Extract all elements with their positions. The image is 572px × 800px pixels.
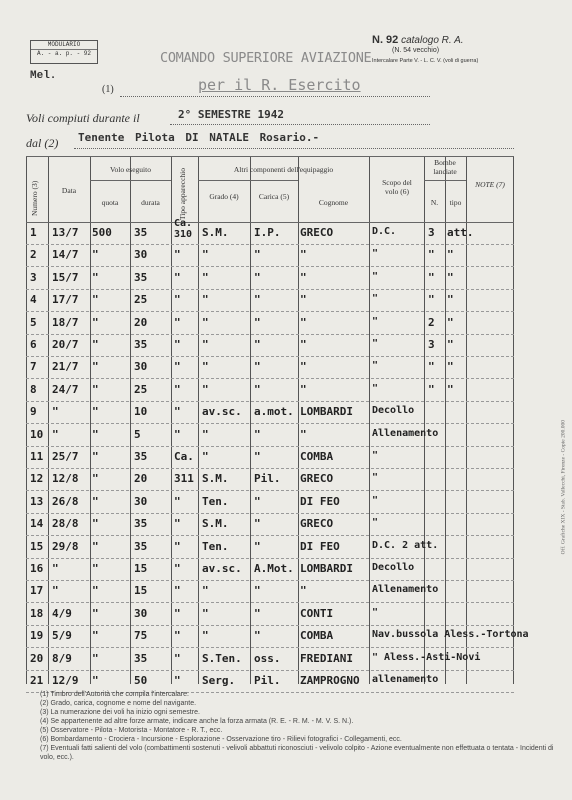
cell-quota: " (92, 562, 99, 575)
cell-cognome: ZAMPROGNO (300, 674, 360, 687)
cell-cognome: " (300, 270, 307, 284)
cell-carica: " (254, 293, 261, 307)
mel-label: Mel. (30, 70, 57, 82)
cell-grado: " (202, 315, 209, 329)
cell-durata: 35 (134, 539, 148, 553)
cell-data: 4/9 (52, 606, 72, 620)
cell-tipo: " (174, 293, 181, 307)
modulario-box (30, 40, 98, 64)
cell-carica: " (254, 450, 261, 463)
cell-data: 5/9 (52, 629, 72, 643)
cell-tipo: " (174, 606, 181, 620)
cell-n: 9 (30, 405, 37, 419)
col-data: Data (61, 186, 77, 195)
cell-carica: " (254, 248, 261, 262)
cell-durata: 50 (134, 674, 148, 687)
col-bombe-n: N. (430, 198, 439, 207)
footnote: (7) Eventuali fatti salienti del volo (combattimenti sostenuti - velivoli abbattuti riconosciuti - velivolo colpito - Azione eventualmente non effettuata o tentata - Incidenti di volo, ecc.). (40, 745, 554, 761)
cell-grado: Ten. (202, 494, 229, 508)
col-grado: Grado (4) (209, 192, 239, 201)
cell-scopo: Allenamento (372, 584, 439, 596)
dal-label: dal (2) (26, 136, 59, 150)
dotted-line (74, 148, 514, 149)
cell-quota: " (92, 517, 99, 531)
cell-cognome: " (300, 427, 307, 441)
cell-n: 7 (30, 360, 37, 374)
cell-scopo: " (372, 450, 379, 461)
cell-quota: " (92, 606, 99, 620)
cell-quota: " (92, 539, 99, 553)
cell-tipo: Ca. (174, 450, 194, 463)
cell-grado: " (202, 338, 209, 351)
table-row (26, 401, 514, 425)
cell-data: " (52, 405, 59, 419)
cell-durata: 20 (134, 472, 148, 486)
cell-grado: av.sc. (202, 405, 242, 419)
cell-quota: " (92, 427, 99, 441)
cell-grado: S.M. (202, 226, 229, 239)
cell-scopo: " (372, 338, 379, 349)
cell-cognome: " (300, 315, 307, 329)
cell-cognome: LOMBARDI (300, 562, 353, 575)
cell-tipo: " (174, 674, 181, 687)
cell-durata: 30 (134, 360, 148, 374)
cell-cognome: " (300, 360, 307, 374)
cell-tipo: 311 (174, 472, 194, 486)
cell-tipo: " (174, 427, 181, 441)
cell-durata: 35 (134, 517, 148, 531)
table-row (26, 625, 529, 649)
cell-grado: " (202, 360, 209, 374)
table-row (26, 289, 514, 313)
cell-scopo: Decollo (372, 562, 415, 573)
cell-durata: 5 (134, 427, 141, 441)
cell-data: 13/7 (52, 226, 79, 239)
cell-carica: " (254, 584, 261, 598)
cell-scopo: allenamento (372, 674, 439, 685)
voli-value: 2° SEMESTRE 1942 (178, 108, 284, 121)
footnote: (6) Bombardamento - Crociera - Incursione - Esplorazione - Osservazione tiro - Rilievi fotografici - Collegamenti, ecc. (40, 736, 402, 743)
col-quota: quota (101, 198, 119, 207)
cell-carica: I.P. (254, 226, 281, 239)
cell-durata: 20 (134, 315, 148, 329)
table-row (26, 218, 514, 246)
cell-n: 4 (30, 293, 37, 307)
cell-scopo: Decollo (372, 405, 415, 417)
cell-bt: " (447, 382, 454, 396)
cell-scopo: " (372, 494, 379, 506)
cell-data: 18/7 (52, 315, 79, 329)
table-row (26, 244, 514, 268)
cell-bn: " (428, 248, 435, 262)
cell-cognome: LOMBARDI (300, 405, 353, 419)
cell-carica: " (254, 427, 261, 441)
cell-carica: " (254, 517, 261, 531)
cell-n: 11 (30, 450, 44, 463)
cell-scopo: " (372, 248, 379, 260)
table-row (26, 312, 514, 336)
cell-durata: 35 (134, 450, 148, 463)
cell-scopo: " (372, 360, 379, 372)
table-row (26, 424, 514, 448)
cell-bt: " (447, 248, 454, 262)
dal-value: Tenente Pilota DI NATALE Rosario.- (78, 131, 320, 144)
cell-durata: 35 (134, 270, 148, 284)
cell-data: " (52, 427, 59, 441)
cell-n: 16 (30, 562, 44, 575)
cell-grado: S.M. (202, 472, 229, 486)
cell-scopo: " (372, 517, 379, 529)
cell-bn: 3 (428, 226, 435, 239)
cell-cognome: " (300, 382, 307, 396)
cell-data: 26/8 (52, 494, 79, 508)
cell-data: 21/7 (52, 360, 79, 374)
cell-grado: Ten. (202, 539, 229, 553)
cell-data: 14/7 (52, 248, 79, 262)
cell-carica: " (254, 539, 261, 553)
col-bombe: Bombe lanciate (433, 158, 457, 176)
footnotes (40, 690, 560, 762)
cell-bn: " (428, 293, 435, 307)
col-numero: Numero (3) (30, 180, 39, 216)
cell-n: 10 (30, 427, 44, 441)
cell-quota: " (92, 494, 99, 508)
cell-carica: " (254, 338, 261, 351)
cell-carica: " (254, 360, 261, 374)
cell-carica: " (254, 382, 261, 396)
footnote: (3) La numerazione dei voli ha inizio ogni semestre. (40, 709, 200, 716)
cell-n: 6 (30, 338, 37, 351)
col-bombe-tipo: tipo (449, 198, 462, 207)
cell-data: 25/7 (52, 450, 79, 463)
cell-quota: " (92, 584, 99, 598)
footnote: (4) Se appartenente ad altre forze armate, indicare anche la forza armata (R. E. - R. M. - M. V. S. N.). (40, 718, 354, 725)
cell-n: 19 (30, 629, 44, 643)
cell-grado: " (202, 293, 209, 307)
catalog-old: (N. 54 vecchio) (392, 47, 440, 54)
cell-cognome: GRECO (300, 226, 334, 239)
cell-quota: " (92, 472, 99, 486)
cell-scopo: Nav.bussola Aless.-Tortona (372, 629, 529, 641)
stamp-comando: COMANDO SUPERIORE AVIAZIONE (160, 50, 372, 66)
cell-durata: 35 (134, 338, 148, 351)
catalog-label: catalogo R. A. (401, 35, 464, 46)
col-durata: durata (141, 198, 160, 207)
cell-cognome: COMBA (300, 629, 334, 643)
table-row (26, 446, 514, 470)
table-row (26, 334, 514, 358)
col-tipo: Tipo apparecchio (178, 167, 187, 220)
cell-carica: " (254, 494, 261, 508)
cell-data: 28/8 (52, 517, 79, 531)
cell-tipo: " (174, 494, 181, 508)
catalog-header (372, 36, 478, 66)
cell-durata: 10 (134, 405, 148, 419)
dotted-line (120, 96, 430, 97)
cell-tipo: " (174, 382, 181, 396)
flight-log-table (26, 156, 529, 687)
cell-carica: Pil. (254, 674, 281, 687)
cell-carica: " (254, 629, 261, 643)
table-row (26, 267, 514, 291)
cell-bt: " (447, 338, 454, 351)
cell-bn: 3 (428, 338, 435, 351)
modulario-label: MODULARIO (31, 41, 97, 50)
cell-n: 1 (30, 226, 37, 239)
cell-grado: " (202, 248, 209, 262)
cell-quota: " (92, 405, 99, 419)
table-row (26, 356, 514, 380)
cell-carica: A.Mot. (254, 562, 294, 575)
cell-scopo: Allenamento (372, 427, 439, 439)
cell-data: " (52, 562, 59, 575)
catalog-number: N. 92 (372, 34, 399, 46)
cell-tipo: " (174, 562, 181, 575)
cell-n: 2 (30, 248, 37, 262)
cell-tipo: " (174, 584, 181, 598)
cell-carica: " (254, 270, 261, 284)
table-row (26, 580, 514, 604)
table-row (26, 558, 514, 582)
cell-data: 12/9 (52, 674, 79, 687)
cell-n: 17 (30, 584, 44, 598)
stamp-esercito: per il R. Esercito (198, 76, 361, 94)
cell-tipo: " (174, 360, 181, 374)
cell-durata: 15 (134, 584, 148, 598)
cell-cognome: " (300, 248, 307, 262)
note-1-marker: (1) (102, 84, 114, 95)
cell-durata: 30 (134, 248, 148, 262)
cell-bn: " (428, 360, 435, 374)
cell-cognome: GRECO (300, 472, 334, 486)
cell-durata: 25 (134, 293, 148, 307)
cell-tipo: " (174, 405, 181, 419)
cell-bt: " (447, 315, 454, 329)
cell-n: 14 (30, 517, 44, 531)
cell-quota: " (92, 315, 99, 329)
cell-grado: " (202, 382, 209, 396)
cell-scopo: " (372, 472, 379, 484)
cell-cognome: " (300, 293, 307, 307)
cell-n: 15 (30, 539, 44, 553)
cell-cognome: CONTI (300, 606, 334, 620)
cell-cognome: COMBA (300, 450, 334, 463)
cell-data: 15/7 (52, 270, 79, 284)
cell-grado: " (202, 606, 209, 620)
cell-quota: " (92, 674, 99, 687)
cell-quota: " (92, 248, 99, 262)
cell-scopo: " (372, 382, 379, 394)
cell-durata: 30 (134, 494, 148, 508)
cell-durata: 15 (134, 562, 148, 575)
cell-tipo: " (174, 629, 181, 643)
cell-bt: " (447, 270, 454, 284)
cell-cognome: " (300, 338, 307, 351)
cell-cognome: GRECO (300, 517, 334, 531)
cell-tipo: " (174, 270, 181, 284)
cell-quota: " (92, 629, 99, 643)
cell-durata: 25 (134, 382, 148, 396)
cell-carica: oss. (254, 651, 281, 665)
cell-durata: 30 (134, 606, 148, 620)
cell-cognome: FREDIANI (300, 651, 353, 665)
cell-data: 12/8 (52, 472, 79, 486)
table-row (26, 491, 514, 515)
cell-grado: S.Ten. (202, 651, 242, 665)
cell-quota: " (92, 293, 99, 307)
cell-scopo: " Aless.-Asti-Novi (372, 651, 481, 663)
cell-tipo: " (174, 338, 181, 351)
cell-grado: " (202, 629, 209, 643)
cell-cognome: DI FEO (300, 539, 340, 553)
cell-scopo: " (372, 315, 379, 327)
footnote: (1) Timbro dell'Autorità che compila l'intercalare. (40, 691, 189, 698)
cell-grado: av.sc. (202, 562, 242, 575)
cell-carica: " (254, 606, 261, 620)
cell-data: 20/7 (52, 338, 79, 351)
cell-tipo: " (174, 539, 181, 553)
cell-quota: " (92, 360, 99, 374)
cell-scopo: D.C. (372, 226, 397, 237)
cell-grado: " (202, 427, 209, 441)
cell-durata: 75 (134, 629, 148, 643)
col-cognome: Cognome (318, 198, 349, 207)
cell-scopo: " (372, 606, 379, 618)
table-row (26, 513, 514, 537)
table-row (26, 468, 514, 492)
voli-label: Voli compiuti durante il (26, 111, 140, 125)
cell-bn: " (428, 270, 435, 284)
col-altri: Altri componenti dell'equipaggio (233, 165, 334, 174)
cell-n: 18 (30, 606, 44, 620)
cell-tipo: " (174, 651, 181, 665)
cell-grado: " (202, 270, 209, 284)
cell-durata: 35 (134, 651, 148, 665)
cell-tipo: " (174, 315, 181, 329)
cell-carica: a.mot. (254, 405, 294, 419)
cell-quota: " (92, 382, 99, 396)
cell-carica: Pil. (254, 472, 281, 486)
cell-data: 8/9 (52, 651, 72, 665)
cell-data: 29/8 (52, 539, 79, 553)
cell-durata: 35 (134, 226, 148, 239)
col-note: NOTE (7) (475, 180, 505, 189)
cell-n: 12 (30, 472, 44, 486)
cell-quota: " (92, 338, 99, 351)
table-row (26, 648, 514, 672)
cell-n: 20 (30, 651, 44, 665)
cell-n: 21 (30, 674, 44, 687)
side-print: Off. Grafiche XIX - Stab. Vallecchi, Firenze - Copie 200.000 (560, 420, 566, 555)
col-volo: Volo eseguito (110, 165, 151, 174)
cell-cognome: DI FEO (300, 494, 340, 508)
cell-bn: " (428, 382, 435, 396)
cell-n: 13 (30, 494, 44, 508)
cell-data: 17/7 (52, 293, 79, 307)
table-row (26, 603, 514, 627)
col-carica: Carica (5) (258, 192, 290, 201)
cell-tipo: " (174, 517, 181, 531)
cell-tipo: " (174, 248, 181, 262)
catalog-sub: Intercalare Parte V. - L. C. V. (voli di guerra) (372, 58, 479, 64)
modulario-code: A. - a. p. - 92 (36, 50, 91, 57)
cell-n: 5 (30, 315, 37, 329)
footnote: (2) Grado, carica, cognome e nome del navigante. (40, 700, 197, 707)
cell-cognome: " (300, 584, 307, 598)
cell-grado: " (202, 450, 209, 463)
cell-n: 8 (30, 382, 37, 396)
cell-quota: " (92, 450, 99, 463)
col-scopo: Scopo del volo (6) (382, 178, 412, 196)
cell-quota: " (92, 270, 99, 284)
table-row (26, 536, 514, 560)
cell-tipo: Ca. 310 (174, 218, 193, 240)
cell-carica: " (254, 315, 261, 329)
cell-grado: " (202, 584, 209, 598)
cell-scopo: " (372, 293, 379, 305)
table-row (26, 379, 514, 403)
cell-bt: " (447, 360, 454, 374)
dotted-line (170, 124, 430, 125)
cell-bt: " (447, 293, 454, 307)
cell-data: " (52, 584, 59, 598)
footnote: (5) Osservatore - Pilota - Motorista - Montatore - R. T., ecc. (40, 727, 223, 734)
cell-data: 24/7 (52, 382, 79, 396)
cell-scopo: D.C. 2 att. (372, 539, 439, 551)
cell-n: 3 (30, 270, 37, 284)
cell-quota: 500 (92, 226, 112, 239)
cell-quota: " (92, 651, 99, 665)
cell-scopo: " (372, 270, 379, 282)
cell-grado: S.M. (202, 517, 229, 531)
cell-grado: Serg. (202, 674, 236, 687)
cell-bt: att. (447, 226, 474, 239)
cell-bn: 2 (428, 315, 435, 329)
